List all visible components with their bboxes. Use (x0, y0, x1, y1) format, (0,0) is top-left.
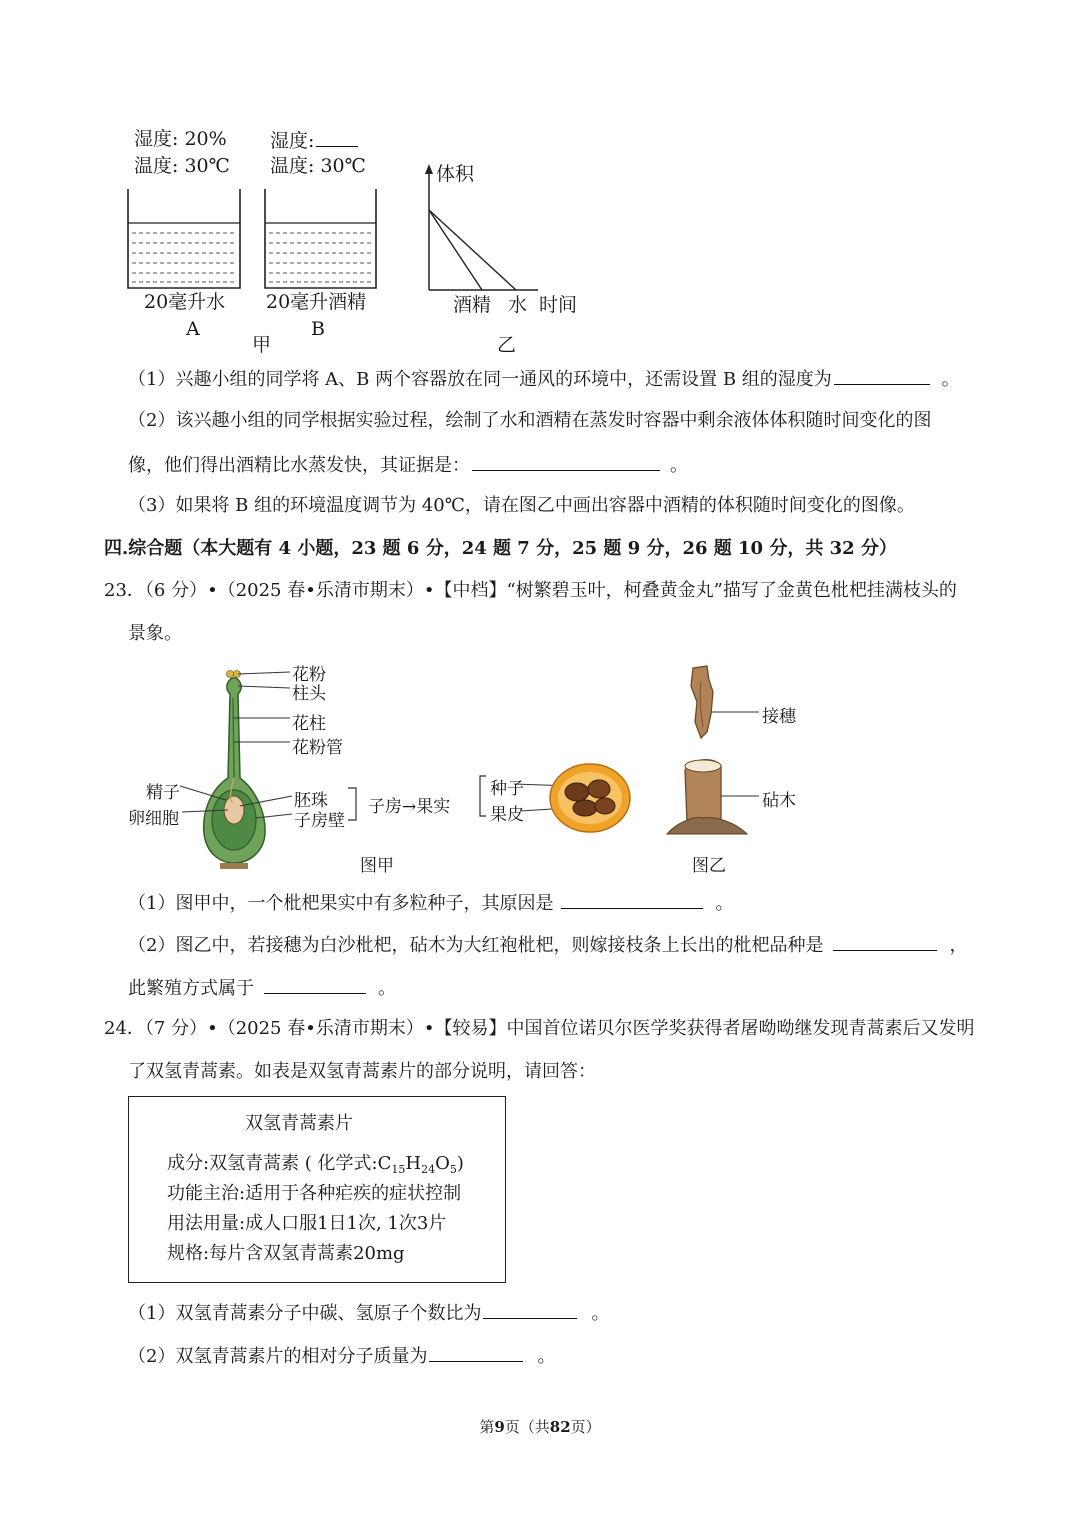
q22-part1: （1）兴趣小组的同学将 A、B 两个容器放在同一通风的环境中，还需设置 B 组的湿度为 。 (128, 366, 960, 392)
q22-part3: （3）如果将 B 组的环境温度调节为 40℃，请在图乙中画出容器中酒精的体积随时间变化的图像。 (128, 495, 915, 516)
beakers-diagram (120, 185, 390, 295)
q22-part2-line1: （2）该兴趣小组的同学根据实验过程，绘制了水和酒精在蒸发时容器中剩余液体体积随时间变化的图 (128, 410, 932, 431)
loquat-fruit-illustration (550, 764, 630, 832)
pollen-grain (227, 671, 234, 678)
q23-part2-line1: （2）图乙中，若接穗为白沙枇杷，砧木为大红袍枇杷，则嫁接枝条上长出的枇杷品种是 ， (128, 932, 967, 958)
graph-y-label: 体积 (436, 163, 475, 185)
figure-23-jia-caption: 图甲 (360, 856, 394, 876)
graph-water-label: 水 (508, 294, 528, 316)
q22-part1-blank[interactable] (834, 366, 930, 385)
label-pollen-tube: 花粉管 (292, 738, 343, 758)
label-egg-cell: 卵细胞 (128, 809, 179, 829)
section-4-heading: 四.综合题（本大题有 4 小题，23 题 6 分，24 题 7 分，25 题 9 分，26 题 10 分，共 32 分） (104, 538, 897, 559)
grafting-diagram (655, 662, 785, 846)
container-b-humidity-label: 湿度: (270, 128, 360, 152)
drug-info-function: 功能主治:适用于各种疟疾的症状控制 (167, 1183, 462, 1204)
q24-part2-blank[interactable] (429, 1343, 523, 1362)
q23-part2-blank-b[interactable] (264, 975, 366, 994)
label-style: 花柱 (292, 714, 326, 734)
beaker-b (265, 189, 376, 288)
flower-fruit-diagram (130, 658, 640, 878)
label-scion: 接穗 (762, 707, 796, 727)
scion-illustration (691, 666, 713, 738)
drug-info-box (128, 1096, 506, 1283)
container-a-liquid: 20毫升水 (144, 291, 226, 313)
label-ovary-wall: 子房壁 (294, 811, 345, 831)
q24-stem-line1: 24．（7 分）•（2025 春•乐清市期末）•【较易】中国首位诺贝尔医学奖获得者屠呦呦继发现青蒿素后又发明 (104, 1018, 975, 1039)
drug-info-title: 双氢青蒿素片 (245, 1113, 353, 1134)
q24-part1-blank[interactable] (483, 1300, 577, 1319)
beaker-a (128, 189, 240, 288)
rootstock-illustration (667, 760, 747, 834)
total-page-count: 82 (549, 1418, 571, 1436)
q23-part2-line2: 此繁殖方式属于 。 (128, 975, 396, 1001)
graph-y-arrow (425, 164, 433, 174)
page-footer: 第9页（共82页） (479, 1418, 601, 1436)
q23-part1: （1）图甲中，一个枇杷果实中有多粒种子，其原因是 。 (128, 890, 733, 916)
q23-stem-line1: 23．（6 分）•（2025 春•乐清市期末）•【中档】“树繁碧玉叶，柯叠黄金丸”描写了金黄色枇杷挂满枝头的 (104, 580, 957, 601)
label-stigma: 柱头 (292, 684, 326, 704)
graph-alcohol-label: 酒精 (453, 294, 492, 316)
container-a-temperature: 温度: 30℃ (134, 155, 230, 177)
drug-info-ingredient: 成分:双氢青蒿素 ( 化学式$:C_{15}H_{24}O_5$) (167, 1153, 464, 1176)
water-line (429, 210, 516, 290)
q24-part2: （2）双氢青蒿素片的相对分子质量为 。 (128, 1343, 555, 1369)
q23-part1-blank[interactable] (561, 890, 703, 909)
container-b-temperature: 温度: 30℃ (270, 155, 366, 177)
q23-part2-blank-a[interactable] (833, 932, 937, 951)
drug-info-usage: 用法用量:成人口服1日1次, 1次3片 (167, 1213, 447, 1234)
label-seed: 种子 (490, 779, 524, 799)
container-b-humidity-blank[interactable] (316, 128, 358, 147)
label-ovule: 胚珠 (294, 791, 328, 811)
q24-part1: （1）双氢青蒿素分子中碳、氢原子个数比为 。 (128, 1300, 609, 1326)
label-pollen: 花粉 (292, 665, 326, 685)
figure-yi-caption: 乙 (497, 334, 517, 356)
label-sperm: 精子 (146, 783, 180, 803)
label-rootstock: 砧木 (762, 791, 796, 811)
container-b-letter: B (311, 318, 325, 340)
q22-part2-line2: 像，他们得出酒精比水蒸发快，其证据是： 。 (128, 452, 688, 478)
figure-jia-caption: 甲 (252, 334, 272, 356)
label-pericarp: 果皮 (490, 805, 524, 825)
container-a-humidity: 湿度: 20% (134, 128, 227, 150)
q24-stem-line2: 了双氢青蒿素。如表是双氢青蒿素片的部分说明，请回答： (128, 1061, 596, 1082)
alcohol-line (429, 210, 482, 290)
figure-23-yi-caption: 图乙 (692, 856, 726, 876)
q23-stem-line2: 景象。 (128, 623, 182, 644)
q22-part2-blank[interactable] (472, 452, 660, 471)
drug-info-spec: 规格:每片含双氢青蒿素20mg (167, 1243, 405, 1264)
pistil-illustration (204, 678, 265, 869)
label-ovary-to-fruit: 子房→果实 (368, 797, 451, 817)
graph-x-label: 时间 (539, 294, 578, 316)
container-b-liquid: 20毫升酒精 (266, 291, 367, 313)
container-a-letter: A (186, 318, 200, 340)
current-page-number: 9 (494, 1418, 505, 1436)
